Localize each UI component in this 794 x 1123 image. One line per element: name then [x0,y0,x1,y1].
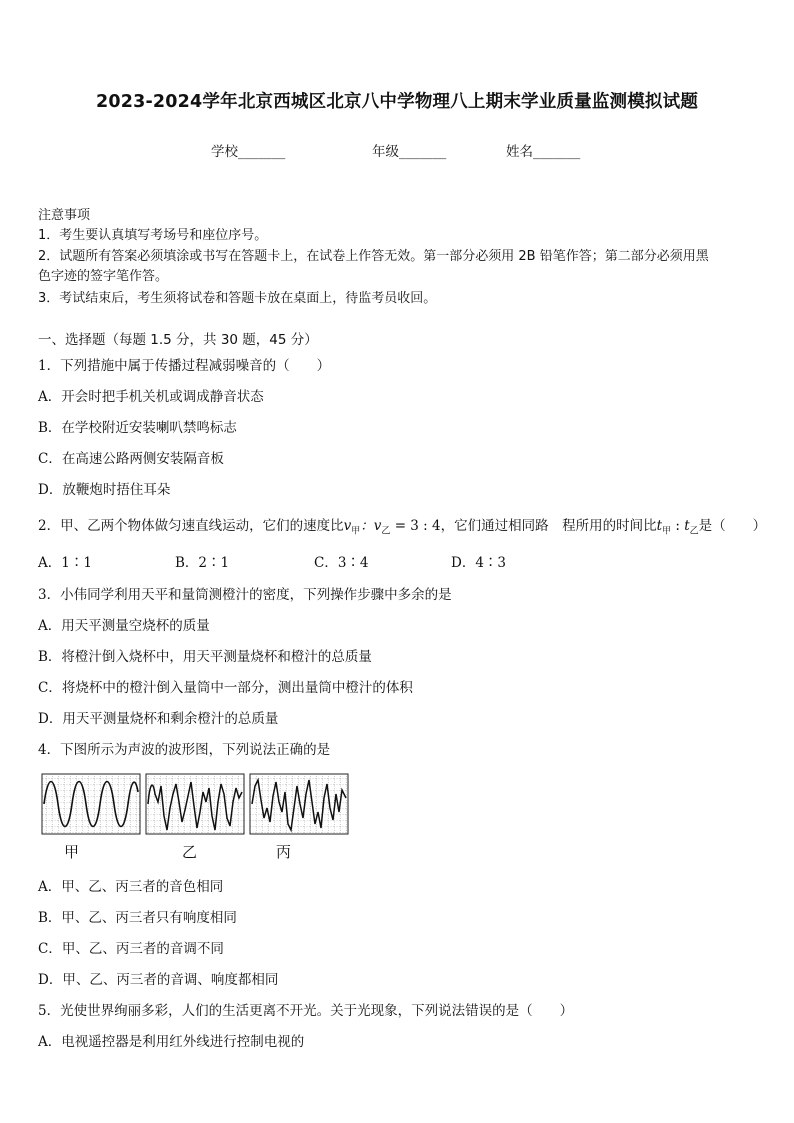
page-title: 2023-2024学年北京西城区北京八中学物理八上期末学业质量监测模拟试题 [95,92,699,112]
note-text: 1．考生要认真填写考场号和座位序号。 [38,228,268,243]
waveform-panel-yi [146,774,244,834]
sound-waveform-figure [40,772,352,836]
question-4-option-a: A．甲、乙、丙三者的音色相同 [38,879,224,895]
question-2-option-d: D．4∶3 [451,555,507,571]
question-1-option-a: A．开会时把手机关机或调成静音状态 [38,389,264,405]
velocity-ratio: $v_甲$：$v_乙 = 3$ : 4 [343,518,441,537]
question-5-stem: 5．光使世界绚丽多彩，人们的生活更离不开光。关于光现象，下列说法错误的是（ ） [38,1003,574,1019]
question-1-option-b: B．在学校附近安装喇叭禁鸣标志 [38,420,237,436]
question-4-option-c: C．甲、乙、丙三者的音调不同 [38,941,224,957]
question-4-stem: 4．下图所示为声波的波形图，下列说法正确的是 [38,742,331,758]
question-2-option-b: B．2∶1 [175,555,230,571]
question-3-option-d: D．用天平测量烧杯和剩余橙汁的总质量 [38,711,279,727]
question-5-option-a: A．电视遥控器是利用红外线进行控制电视的 [38,1034,305,1050]
note-item [38,287,436,306]
question-2-option-a: A．1∶1 [38,555,92,571]
school-field: 学校_______ [211,144,286,160]
waveform-label-bing: 丙 [276,843,292,861]
question-2-stem [38,514,766,537]
question-3-stem: 3．小伟同学利用天平和量筒测橙汁的密度，下列操作步骤中多余的是 [38,587,452,603]
note-text: 2．试题所有答案必须填涂或书写在答题卡上，在试卷上作答无效。第一部分必须用 2B 铅笔作答；第二部分必须用黑 [38,249,709,264]
question-4-option-d: D．甲、乙、丙三者的音调、响度都相同 [38,972,279,988]
note-text: 3．考试结束后，考生须将试卷和答题卡放在桌面上，待监考员收回。 [38,291,437,306]
question-4-option-b: B．甲、乙、丙三者只有响度相同 [38,910,237,926]
waveform-label-jia: 甲 [64,843,80,861]
question-1-option-c: C．在高速公路两侧安装隔音板 [38,451,224,467]
name-field: 姓名_______ [506,144,581,160]
note-item [38,245,709,264]
note-item [38,265,168,284]
question-2-option-c: C．3∶4 [314,555,369,571]
question-2-stem-part: 2．甲、乙两个物体做匀速直线运动，它们的速度比 [38,518,344,534]
note-text: 色字迹的签字笔作答。 [38,269,169,284]
grade-field: 年级_______ [372,144,447,160]
note-item [38,224,267,243]
question-3-option-c: C．将烧杯中的橙汁倒入量筒中一部分，测出量筒中橙汁的体积 [38,680,413,696]
question-1-option-d: D．放鞭炮时捂住耳朵 [38,482,171,498]
question-1-stem: 1．下列措施中属于传播过程减弱噪音的（ ） [38,358,331,374]
notes-heading: 注意事项 [38,208,91,223]
waveform-panel-jia [42,774,140,834]
question-3-option-a: A．用天平测量空烧杯的质量 [38,618,210,634]
question-2-stem-part: ，它们通过相同路 程所用的时间比 [440,518,657,534]
waveform-panel-bing [250,774,348,834]
waveform-label-yi: 乙 [182,843,198,861]
question-3-option-b: B．将橙汁倒入烧杯中，用天平测量烧杯和橙汁的总质量 [38,649,372,665]
time-ratio: $t_甲$ : $t_乙$ [656,518,699,537]
question-2-stem-part: 是（ ） [698,518,767,534]
section-heading: 一、选择题（每题 1.5 分，共 30 题，45 分） [38,332,318,348]
